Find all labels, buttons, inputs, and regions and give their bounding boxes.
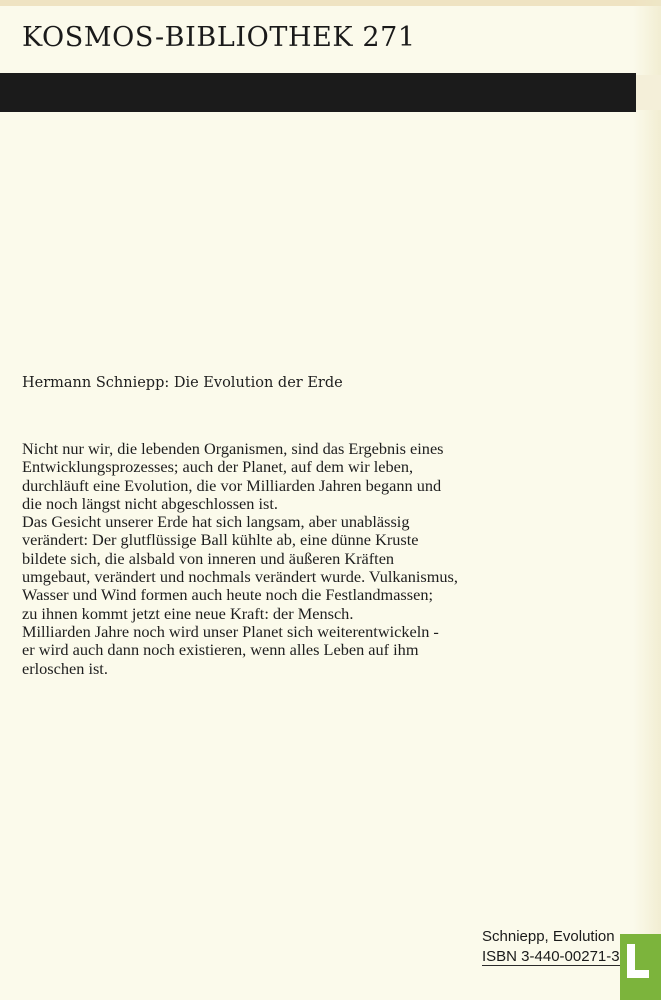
author-title: Hermann Schniepp: Die Evolution der Erde [22, 375, 343, 391]
top-edge-strip [0, 0, 661, 6]
blurb-line: verändert: Der glutflüssige Ball kühlte ab, eine dünne Kruste [22, 530, 419, 550]
blurb-line: Nicht nur wir, die lebenden Organismen, sind das Ergebnis eines [22, 439, 444, 458]
blurb-line: Das Gesicht unserer Erde hat sich langsam, aber unablässig [22, 512, 410, 532]
series-title: KOSMOS-BIBLIOTHEK 271 [22, 22, 416, 53]
green-l-logo-icon [627, 944, 653, 980]
blurb-line: zu ihnen kommt jetzt eine neue Kraft: der Mensch. [22, 603, 354, 623]
imprint-box [482, 927, 620, 967]
blurb-line: Milliarden Jahre noch wird unser Planet sich weiterentwickeln - [22, 621, 439, 641]
blurb-line: Wasser und Wind formen auch heute noch die Festlandmassen; [22, 585, 433, 605]
band-edge-stub [636, 75, 661, 110]
blurb-line: die noch längst nicht abgeschlossen ist. [22, 493, 278, 513]
blurb-line: umgebaut, verändert und nochmals verändert wurde. Vulkanismus, [22, 567, 458, 587]
blurb-line: durchläuft eine Evolution, die vor Milliarden Jahren begann und [22, 475, 442, 495]
imprint-divider [482, 965, 634, 966]
blurb-line: bildete sich, die alsbald von inneren und äußeren Kräften [22, 548, 395, 568]
blurb-line: Entwicklungsprozesses; auch der Planet, auf dem wir leben, [22, 457, 414, 477]
aged-page-edge [633, 0, 661, 1000]
black-header-band [0, 73, 636, 112]
isbn-number: ISBN 3-440-00271-3 [482, 948, 620, 965]
blurb-text [22, 440, 622, 678]
blurb-line: er wird auch dann noch existieren, wenn alles Leben auf ihm [22, 640, 419, 660]
imprint-short-title: Schniepp, Evolution [482, 928, 615, 945]
blurb-line: erloschen ist. [22, 658, 108, 678]
